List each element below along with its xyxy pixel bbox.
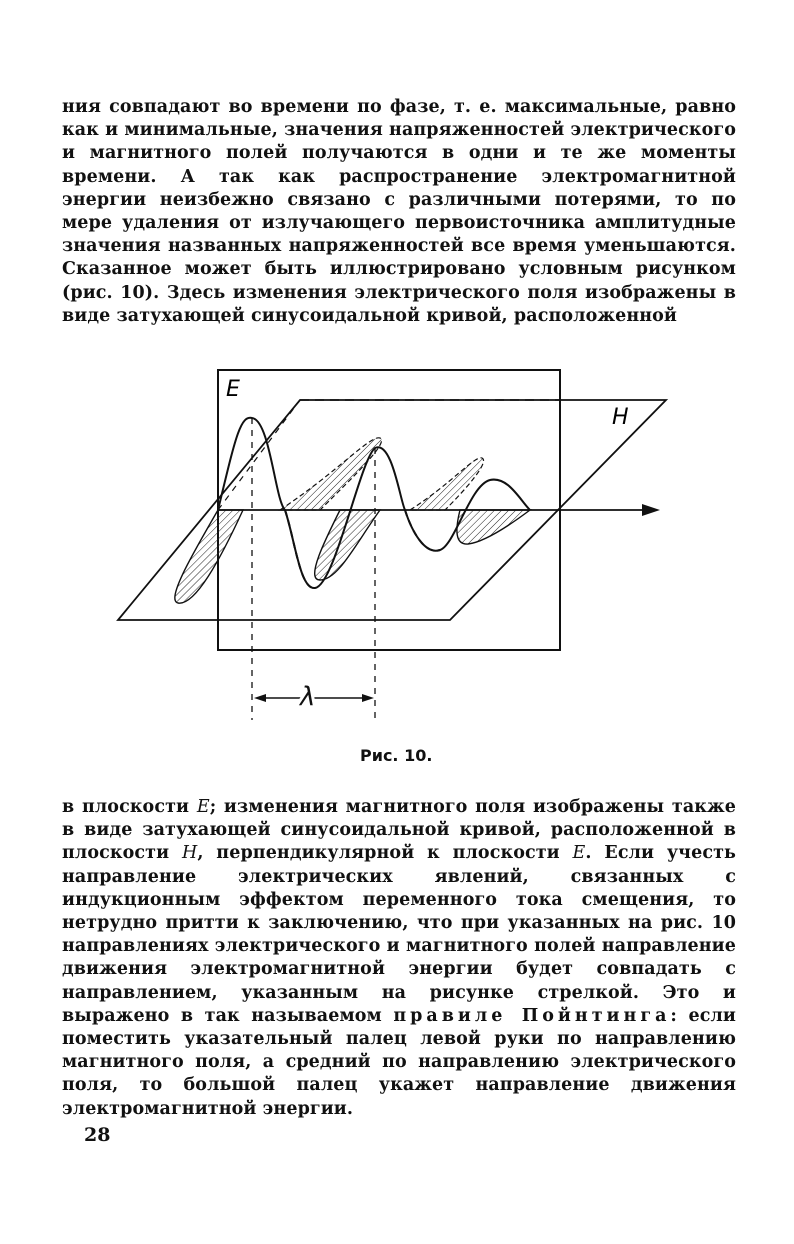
text-span: ; изменения магнитного поля изображены также в виде затухающей синусоидальной кривой, расположенной в плоскости xyxy=(62,797,737,864)
paragraph-bottom xyxy=(62,796,736,1121)
h-lobe-4 xyxy=(410,458,484,510)
text-span: в плоскости xyxy=(62,797,197,817)
text-span: , перпендикулярной к плоскости xyxy=(197,843,573,864)
h-lobe-1 xyxy=(175,510,243,603)
symbol-e: E xyxy=(572,843,586,864)
paragraph-top-text: ния совпадают во времени по фазе, т. е. максимальные, равно как и минимальные, значения напряженностей электрического и магнитного полей получаются в одни и те же моменты времени. А так как распространение электромагнитной энергии неизбежно связано с различными потерями, то по мере удаления от излучающего первоисточника амплитудные значения названных напряженностей все время уменьшаются. Сказанное может быть иллюстрировано условным рисунком (рис. 10). Здесь изменения электрического поля изображены в виде затухающей синусоидальной кривой, расположенной xyxy=(62,97,736,326)
wave-diagram xyxy=(100,360,700,740)
symbol-e: E xyxy=(196,797,210,817)
label-h: H xyxy=(612,405,629,430)
label-lambda: λ xyxy=(300,682,316,712)
label-e: E xyxy=(226,377,240,402)
arrow-head xyxy=(642,504,660,516)
poynting-rule-term: правиле Пойнтинга xyxy=(393,1005,671,1026)
paragraph-top xyxy=(62,96,736,328)
h-lobe-2 xyxy=(280,438,382,510)
figure-10 xyxy=(100,360,700,740)
paragraph-bottom-text xyxy=(62,796,736,1121)
symbol-h: H xyxy=(181,843,198,864)
text-span: . Если учесть направление электрических явлений, связанных с индукционным эффектом переменного тока смещения, то нетрудно притти к заключению, что при указанных на рис. 10 направлениях электрического и магнитного полей направление движения электромагнитной энергии будет совпадать с направлением, указанным на рисунке стрелкой. Это и выражено в так называемом xyxy=(62,843,736,1026)
page-number: 28 xyxy=(84,1124,111,1146)
text-span: : если поместить указательный палец левой руки по направлению магнитного поля, а средний по направлению электрического поля, то большой палец укажет направление движения электромагнитной энергии. xyxy=(62,1005,736,1119)
figure-caption: Рис. 10. xyxy=(360,746,433,765)
h-lobe-5 xyxy=(457,510,530,544)
